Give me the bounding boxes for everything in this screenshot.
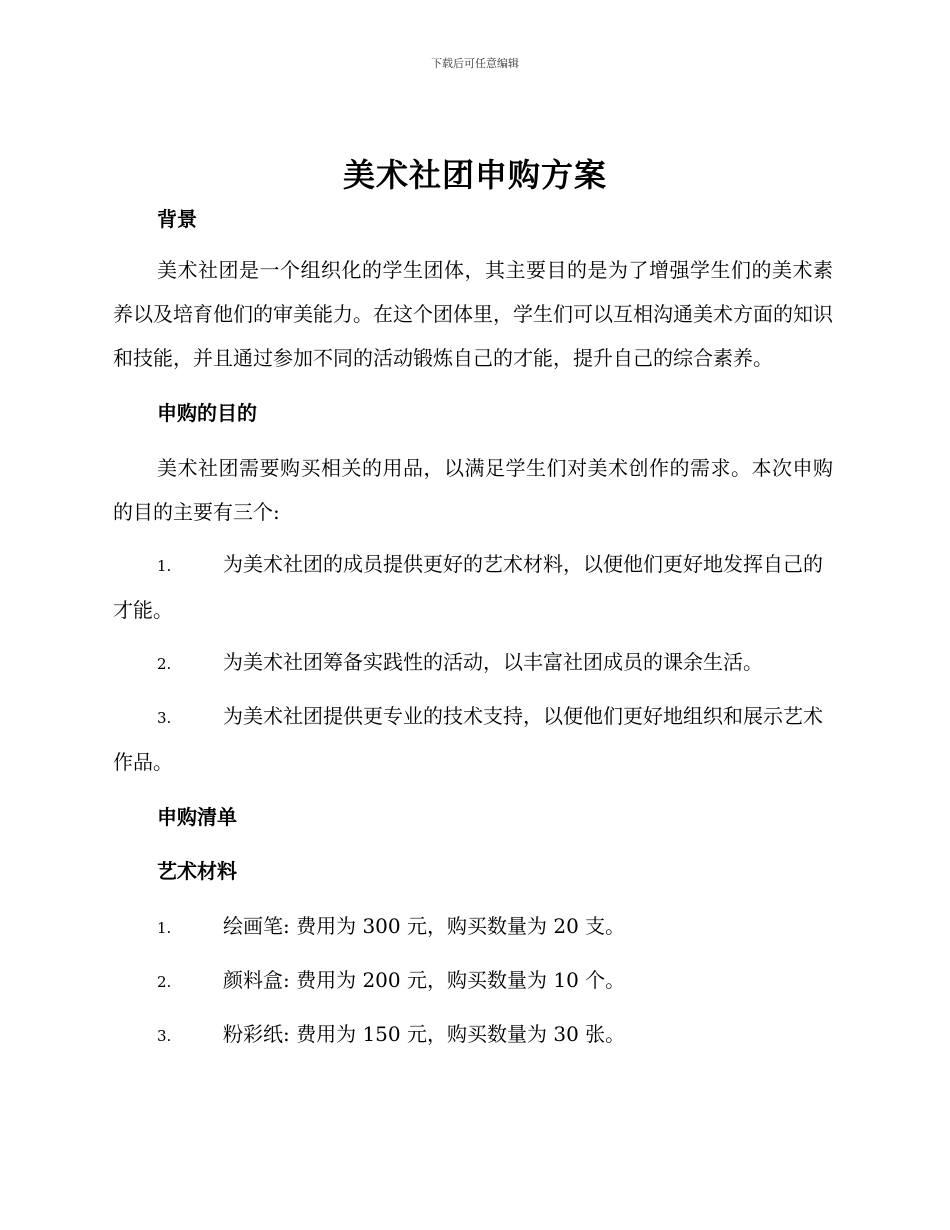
list-item [113,694,833,784]
header-note: 下载后可任意编辑 [431,57,519,70]
list-item-number: 3. [157,1027,172,1045]
list-item [113,640,833,686]
list-item-text: 为美术社团的成员提供更好的艺术材料，以便他们更好地发挥自己的才能。 [113,552,823,622]
list-item [113,1012,833,1058]
list-item [113,542,833,632]
list-item-text: 绘画笔: 费用为 300 元，购买数量为 20 支。 [223,914,626,938]
document-title: 美术社团申购方案 [342,156,607,194]
list-item-number: 2. [157,655,172,673]
heading-purpose: 申购的目的 [157,401,257,425]
list-item [113,958,833,1004]
subheading-art-materials: 艺术材料 [157,859,237,883]
list-item-number: 2. [157,973,172,991]
list-item-number: 3. [157,709,172,727]
heading-purchase-list: 申购清单 [157,805,237,829]
list-item-number: 1. [157,919,172,937]
list-item [113,904,833,950]
paragraph-purpose: 美术社团需要购买相关的用品，以满足学生们对美术创作的需求。本次申购的目的主要有三个: [113,456,833,524]
list-item-text: 粉彩纸: 费用为 150 元，购买数量为 30 张。 [223,1022,626,1046]
list-item-text: 颜料盒: 费用为 200 元，购买数量为 10 个。 [223,968,626,992]
list-item-text: 为美术社团提供更专业的技术支持，以便他们更好地组织和展示艺术作品。 [113,704,823,774]
document-body [113,198,833,1058]
heading-background: 背景 [157,207,197,231]
list-item-number: 1. [157,557,172,575]
paragraph-background: 美术社团是一个组织化的学生团体，其主要目的是为了增强学生们的美术素养以及培育他们的审美能力。在这个团体里，学生们可以互相沟通美术方面的知识和技能，并且通过参加不同的活动锻炼自己的才能，提升自己的综合素养。 [113,258,833,370]
list-item-text: 为美术社团筹备实践性的活动，以丰富社团成员的课余生活。 [223,650,763,674]
